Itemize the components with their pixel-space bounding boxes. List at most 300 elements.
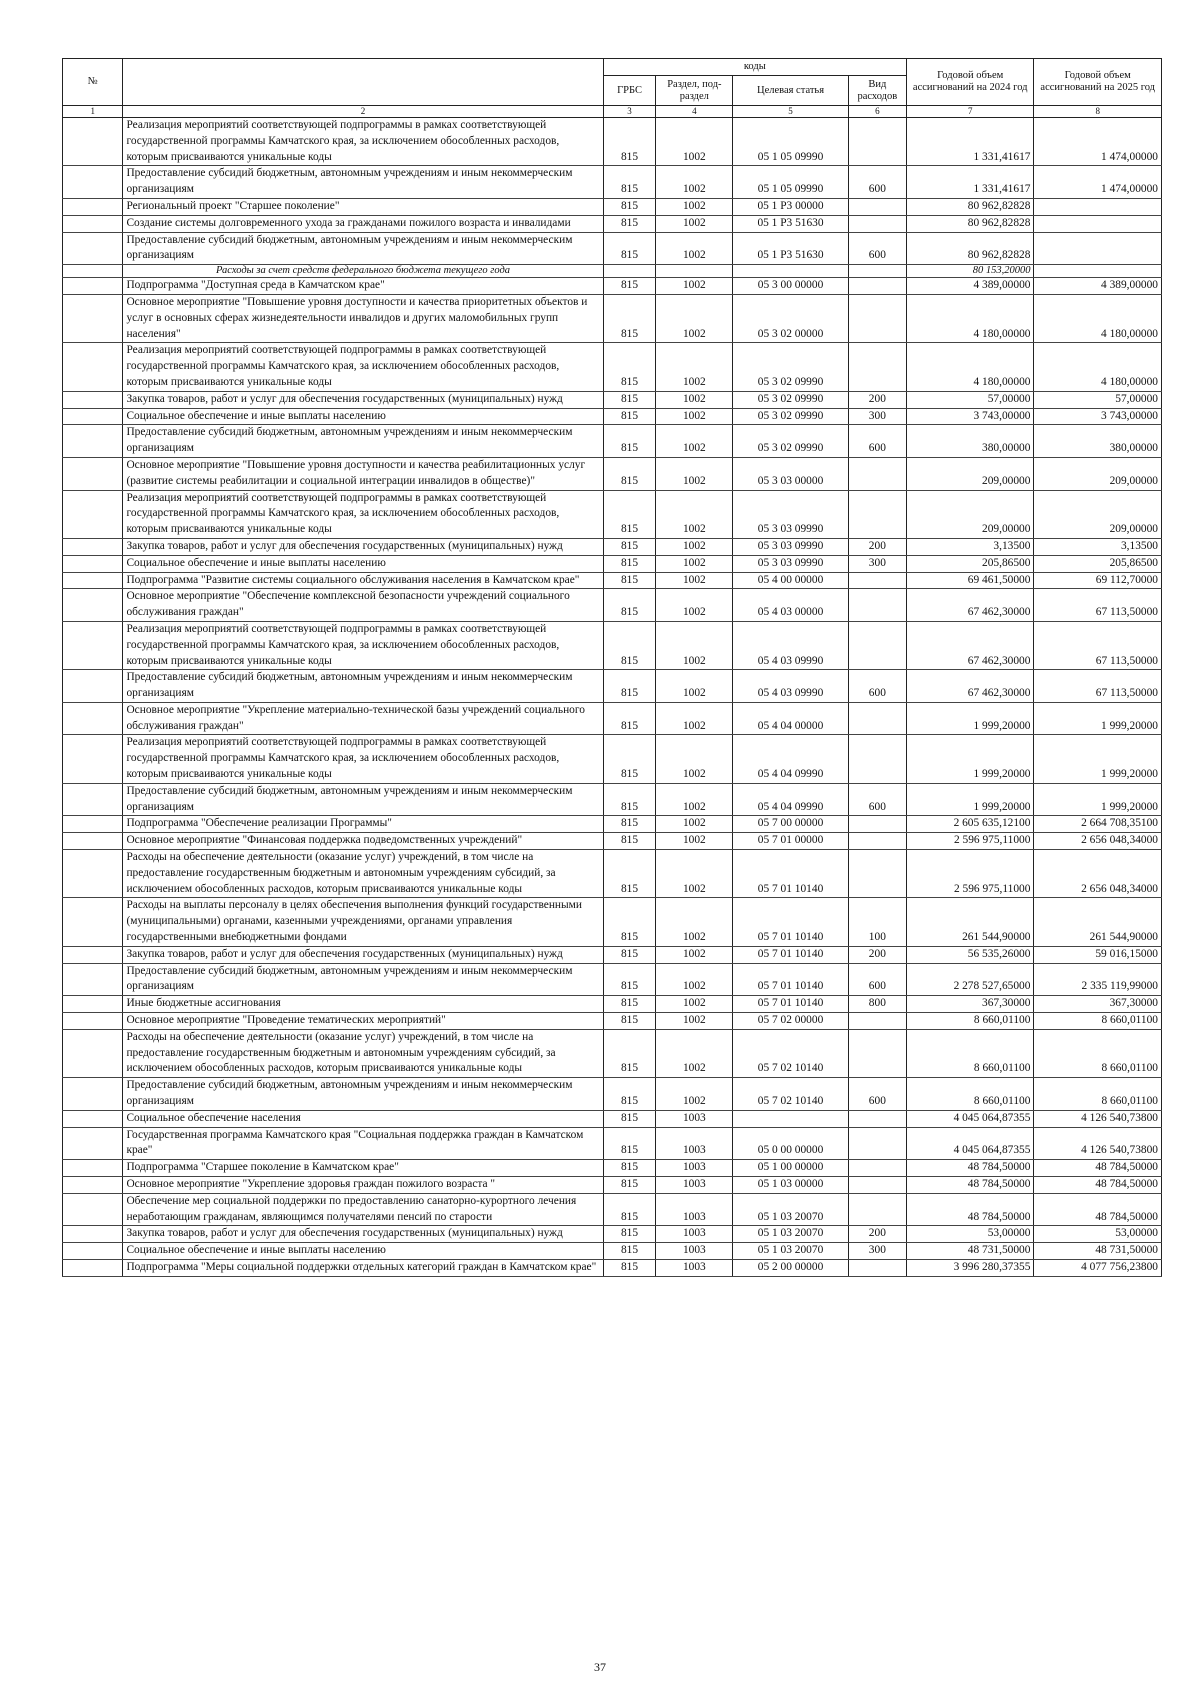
row-number: [63, 215, 123, 232]
row-razdel: 1003: [656, 1243, 733, 1260]
row-number: [63, 621, 123, 669]
row-tselevaya: 05 4 03 09990: [733, 670, 848, 703]
table-row: [63, 996, 1162, 1013]
row-razdel: 1002: [656, 408, 733, 425]
budget-table-sheet: [62, 58, 1162, 1277]
table-row: [63, 898, 1162, 946]
row-name: Реализация мероприятий соответствующей подпрограммы в рамках соответствующей государственной программы Камчатского края, за исключением обособленных расходов, которым присваиваются уникальные коды: [123, 343, 603, 391]
table-row: [63, 278, 1162, 295]
row-amount-2024: 48 731,50000: [906, 1243, 1033, 1260]
row-amount-2025: [1034, 265, 1162, 278]
row-vid: 800: [848, 996, 906, 1013]
budget-table: [62, 58, 1162, 1277]
row-tselevaya: 05 3 00 00000: [733, 278, 848, 295]
table-row: [63, 408, 1162, 425]
row-name: Предоставление субсидий бюджетным, автономным учреждениям и иным некоммерческим организациям: [123, 425, 603, 458]
row-amount-2024: 380,00000: [906, 425, 1033, 458]
row-razdel: 1002: [656, 232, 733, 265]
table-row: [63, 294, 1162, 342]
table-row: [63, 1226, 1162, 1243]
row-vid: [848, 457, 906, 490]
row-vid: [848, 850, 906, 898]
row-amount-2025: [1034, 232, 1162, 265]
row-tselevaya: 05 7 01 10140: [733, 898, 848, 946]
header-codes: коды: [603, 59, 906, 76]
row-vid: 300: [848, 555, 906, 572]
row-grbs: 815: [603, 166, 656, 199]
row-number: [63, 166, 123, 199]
col-index: 2: [123, 106, 603, 118]
row-grbs: 815: [603, 589, 656, 622]
row-amount-2024: 3 996 280,37355: [906, 1259, 1033, 1276]
row-vid: [848, 735, 906, 783]
row-grbs: 815: [603, 555, 656, 572]
row-grbs: 815: [603, 1177, 656, 1194]
row-grbs: 815: [603, 946, 656, 963]
row-tselevaya: 05 3 03 09990: [733, 490, 848, 538]
row-number: [63, 343, 123, 391]
row-tselevaya: [733, 1110, 848, 1127]
row-vid: 600: [848, 425, 906, 458]
row-tselevaya: 05 2 00 00000: [733, 1259, 848, 1276]
row-razdel: 1002: [656, 166, 733, 199]
row-amount-2025: 8 660,01100: [1034, 1029, 1162, 1077]
row-razdel: 1003: [656, 1177, 733, 1194]
row-name: Закупка товаров, работ и услуг для обеспечения государственных (муниципальных) нужд: [123, 1226, 603, 1243]
row-name: Реализация мероприятий соответствующей подпрограммы в рамках соответствующей государственной программы Камчатского края, за исключением обособленных расходов, которым присваиваются уникальные коды: [123, 118, 603, 166]
row-vid: [848, 621, 906, 669]
row-tselevaya: 05 1 03 20070: [733, 1193, 848, 1226]
row-amount-2025: 4 126 540,73800: [1034, 1127, 1162, 1160]
row-number: [63, 1259, 123, 1276]
row-razdel: 1002: [656, 278, 733, 295]
row-razdel: 1002: [656, 1029, 733, 1077]
row-name: Подпрограмма "Старшее поколение в Камчатском крае": [123, 1160, 603, 1177]
row-tselevaya: 05 1 05 09990: [733, 118, 848, 166]
row-vid: [848, 1160, 906, 1177]
row-grbs: 815: [603, 457, 656, 490]
row-grbs: 815: [603, 572, 656, 589]
row-name: Реализация мероприятий соответствующей подпрограммы в рамках соответствующей государственной программы Камчатского края, за исключением обособленных расходов, которым присваиваются уникальные коды: [123, 735, 603, 783]
row-vid: 200: [848, 538, 906, 555]
row-amount-2024: 209,00000: [906, 457, 1033, 490]
row-number: [63, 589, 123, 622]
row-number: [63, 1177, 123, 1194]
row-amount-2025: 67 113,50000: [1034, 670, 1162, 703]
row-amount-2024: 80 962,82828: [906, 198, 1033, 215]
row-amount-2025: 1 999,20000: [1034, 735, 1162, 783]
row-grbs: 815: [603, 1226, 656, 1243]
row-grbs: 815: [603, 232, 656, 265]
row-razdel: 1002: [656, 833, 733, 850]
header-2024: Годовой объем ассигнований на 2024 год: [906, 59, 1033, 106]
row-amount-2025: 261 544,90000: [1034, 898, 1162, 946]
row-amount-2025: 8 660,01100: [1034, 1078, 1162, 1111]
row-vid: 200: [848, 391, 906, 408]
row-vid: [848, 1013, 906, 1030]
row-amount-2025: [1034, 215, 1162, 232]
row-tselevaya: 05 1 05 09990: [733, 166, 848, 199]
row-amount-2025: 67 113,50000: [1034, 621, 1162, 669]
row-amount-2024: 209,00000: [906, 490, 1033, 538]
table-row: [63, 457, 1162, 490]
row-amount-2025: 1 999,20000: [1034, 702, 1162, 735]
row-tselevaya: 05 3 02 09990: [733, 425, 848, 458]
row-tselevaya: 05 4 04 00000: [733, 702, 848, 735]
row-number: [63, 198, 123, 215]
row-razdel: 1003: [656, 1110, 733, 1127]
row-number: [63, 850, 123, 898]
row-razdel: 1002: [656, 294, 733, 342]
row-amount-2024: 69 461,50000: [906, 572, 1033, 589]
col-index: 5: [733, 106, 848, 118]
row-razdel: 1003: [656, 1193, 733, 1226]
row-amount-2024: 367,30000: [906, 996, 1033, 1013]
table-row: [63, 589, 1162, 622]
row-number: [63, 1078, 123, 1111]
row-tselevaya: 05 3 03 09990: [733, 555, 848, 572]
row-amount-2025: 367,30000: [1034, 996, 1162, 1013]
row-grbs: 815: [603, 490, 656, 538]
row-razdel: 1002: [656, 783, 733, 816]
row-razdel: 1003: [656, 1127, 733, 1160]
table-row: [63, 850, 1162, 898]
table-row: [63, 833, 1162, 850]
row-number: [63, 963, 123, 996]
row-name: Подпрограмма "Обеспечение реализации Программы": [123, 816, 603, 833]
row-tselevaya: 05 7 02 00000: [733, 1013, 848, 1030]
row-number: [63, 996, 123, 1013]
table-row: [63, 166, 1162, 199]
row-amount-2024: 67 462,30000: [906, 589, 1033, 622]
row-number: [63, 391, 123, 408]
row-tselevaya: 05 1 P3 51630: [733, 232, 848, 265]
table-row: [63, 1110, 1162, 1127]
row-name: Подпрограмма "Развитие системы социального обслуживания населения в Камчатском крае": [123, 572, 603, 589]
row-razdel: 1002: [656, 425, 733, 458]
table-row: [63, 538, 1162, 555]
row-tselevaya: 05 7 01 10140: [733, 996, 848, 1013]
row-vid: 200: [848, 946, 906, 963]
row-vid: [848, 1029, 906, 1077]
row-name: Расходы на выплаты персоналу в целях обеспечения выполнения функций государственными (муниципальными) органами, казенными учреждениями, органами управления государственными внебюджетными фондами: [123, 898, 603, 946]
row-vid: 100: [848, 898, 906, 946]
row-vid: [848, 589, 906, 622]
col-index: 6: [848, 106, 906, 118]
row-amount-2024: 8 660,01100: [906, 1078, 1033, 1111]
row-vid: 600: [848, 1078, 906, 1111]
row-grbs: 815: [603, 621, 656, 669]
row-amount-2024: 48 784,50000: [906, 1193, 1033, 1226]
row-razdel: 1003: [656, 1160, 733, 1177]
row-razdel: 1002: [656, 850, 733, 898]
row-amount-2024: 4 389,00000: [906, 278, 1033, 295]
row-vid: [848, 1110, 906, 1127]
header-razdel: Раздел, под-раздел: [656, 76, 733, 106]
row-note: Расходы за счет средств федерального бюджета текущего года: [123, 265, 603, 278]
row-razdel: 1002: [656, 490, 733, 538]
row-amount-2025: 2 335 119,99000: [1034, 963, 1162, 996]
table-row: [63, 816, 1162, 833]
row-amount-2025: 205,86500: [1034, 555, 1162, 572]
table-row: [63, 963, 1162, 996]
header-grbs: ГРБС: [603, 76, 656, 106]
row-amount-2025: 4 126 540,73800: [1034, 1110, 1162, 1127]
row-razdel: 1002: [656, 735, 733, 783]
row-tselevaya: 05 3 02 00000: [733, 294, 848, 342]
row-name: Социальное обеспечение и иные выплаты населению: [123, 555, 603, 572]
row-razdel: 1002: [656, 1013, 733, 1030]
table-row: [63, 425, 1162, 458]
row-razdel: 1002: [656, 946, 733, 963]
row-amount-2025: 57,00000: [1034, 391, 1162, 408]
row-razdel: 1002: [656, 621, 733, 669]
row-number: [63, 898, 123, 946]
col-index: 4: [656, 106, 733, 118]
row-tselevaya: 05 4 03 00000: [733, 589, 848, 622]
row-razdel: 1002: [656, 702, 733, 735]
row-name: Предоставление субсидий бюджетным, автономным учреждениям и иным некоммерческим организациям: [123, 1078, 603, 1111]
row-amount-2024: 1 999,20000: [906, 735, 1033, 783]
row-tselevaya: 05 4 03 09990: [733, 621, 848, 669]
row-razdel: 1002: [656, 198, 733, 215]
header-vid: Вид расходов: [848, 76, 906, 106]
row-name: Обеспечение мер социальной поддержки по предоставлению санаторно-курортного лечения неработающим гражданам, являющимся получателями пенсий по старости: [123, 1193, 603, 1226]
row-grbs: 815: [603, 1193, 656, 1226]
row-amount-2025: 53,00000: [1034, 1226, 1162, 1243]
table-row: [63, 1193, 1162, 1226]
row-vid: 600: [848, 232, 906, 265]
row-grbs: 815: [603, 898, 656, 946]
table-row: [63, 735, 1162, 783]
row-tselevaya: 05 1 03 00000: [733, 1177, 848, 1194]
row-amount-2024: 2 605 635,12100: [906, 816, 1033, 833]
table-row: [63, 621, 1162, 669]
row-number: [63, 670, 123, 703]
row-tselevaya: 05 3 02 09990: [733, 391, 848, 408]
row-razdel: 1002: [656, 555, 733, 572]
row-number: [63, 294, 123, 342]
row-grbs: 815: [603, 1160, 656, 1177]
row-razdel: 1002: [656, 215, 733, 232]
row-number: [63, 265, 123, 278]
row-amount-2024: 1 999,20000: [906, 783, 1033, 816]
row-name: Подпрограмма "Доступная среда в Камчатском крае": [123, 278, 603, 295]
row-amount-2025: 48 784,50000: [1034, 1177, 1162, 1194]
row-amount-2024: 2 596 975,11000: [906, 850, 1033, 898]
header-no: №: [63, 59, 123, 106]
row-name: Иные бюджетные ассигнования: [123, 996, 603, 1013]
row-number: [63, 702, 123, 735]
table-row: [63, 118, 1162, 166]
row-vid: [848, 816, 906, 833]
row-tselevaya: 05 1 P3 51630: [733, 215, 848, 232]
row-amount-2024: 2 596 975,11000: [906, 833, 1033, 850]
col-index: 1: [63, 106, 123, 118]
row-amount-2025: [1034, 198, 1162, 215]
row-amount-2024: 3,13500: [906, 538, 1033, 555]
row-number: [63, 1127, 123, 1160]
row-name: Социальное обеспечение и иные выплаты населению: [123, 408, 603, 425]
row-vid: [848, 294, 906, 342]
row-amount-2025: 3 743,00000: [1034, 408, 1162, 425]
row-tselevaya: 05 7 01 10140: [733, 946, 848, 963]
row-amount-2024: 261 544,90000: [906, 898, 1033, 946]
header-2025: Годовой объем ассигнований на 2025 год: [1034, 59, 1162, 106]
row-name: Закупка товаров, работ и услуг для обеспечения государственных (муниципальных) нужд: [123, 538, 603, 555]
row-vid: [848, 572, 906, 589]
row-grbs: 815: [603, 538, 656, 555]
row-grbs: 815: [603, 735, 656, 783]
row-tselevaya: 05 1 03 20070: [733, 1243, 848, 1260]
row-vid: 600: [848, 670, 906, 703]
row-tselevaya: 05 1 00 00000: [733, 1160, 848, 1177]
row-grbs: 815: [603, 425, 656, 458]
row-razdel: 1002: [656, 1078, 733, 1111]
row-razdel: 1002: [656, 538, 733, 555]
row-number: [63, 538, 123, 555]
header-name: [123, 59, 603, 106]
row-tselevaya: 05 7 01 00000: [733, 833, 848, 850]
row-razdel: 1002: [656, 457, 733, 490]
row-razdel: 1002: [656, 589, 733, 622]
row-amount-2024: 80 153,20000: [906, 265, 1033, 278]
row-amount-2025: 1 474,00000: [1034, 166, 1162, 199]
row-vid: [848, 343, 906, 391]
row-name: Основное мероприятие "Повышение уровня доступности и качества реабилитационных услуг (развитие системы реабилитации и социальной интеграции инвалидов в обществе)": [123, 457, 603, 490]
row-name: Реализация мероприятий соответствующей подпрограммы в рамках соответствующей государственной программы Камчатского края, за исключением обособленных расходов, которым присваиваются уникальные коды: [123, 490, 603, 538]
row-grbs: 815: [603, 1013, 656, 1030]
row-amount-2025: 2 656 048,34000: [1034, 833, 1162, 850]
table-row: [63, 391, 1162, 408]
row-amount-2024: 53,00000: [906, 1226, 1033, 1243]
row-grbs: 815: [603, 996, 656, 1013]
row-amount-2024: 67 462,30000: [906, 621, 1033, 669]
row-number: [63, 1029, 123, 1077]
row-amount-2025: 59 016,15000: [1034, 946, 1162, 963]
row-amount-2024: 4 045 064,87355: [906, 1110, 1033, 1127]
col-index: 8: [1034, 106, 1162, 118]
row-number: [63, 457, 123, 490]
table-row: [63, 555, 1162, 572]
row-amount-2025: 8 660,01100: [1034, 1013, 1162, 1030]
table-row: [63, 1029, 1162, 1077]
row-amount-2024: 48 784,50000: [906, 1160, 1033, 1177]
row-amount-2025: 69 112,70000: [1034, 572, 1162, 589]
row-grbs: 815: [603, 1259, 656, 1276]
row-amount-2024: 8 660,01100: [906, 1013, 1033, 1030]
row-razdel: 1002: [656, 996, 733, 1013]
row-name: Создание системы долговременного ухода за гражданами пожилого возраста и инвалидами: [123, 215, 603, 232]
row-grbs: 815: [603, 1127, 656, 1160]
row-tselevaya: 05 7 02 10140: [733, 1078, 848, 1111]
row-number: [63, 1110, 123, 1127]
row-name: Предоставление субсидий бюджетным, автономным учреждениям и иным некоммерческим организациям: [123, 670, 603, 703]
row-tselevaya: 05 3 03 09990: [733, 538, 848, 555]
row-grbs: 815: [603, 816, 656, 833]
table-note-row: [63, 265, 1162, 278]
table-row: [63, 946, 1162, 963]
row-razdel: [656, 265, 733, 278]
row-name: Основное мероприятие "Проведение тематических мероприятий": [123, 1013, 603, 1030]
row-name: Основное мероприятие "Укрепление материально-технической базы учреждений социального обслуживания граждан": [123, 702, 603, 735]
row-vid: [848, 198, 906, 215]
row-number: [63, 735, 123, 783]
table-row: [63, 232, 1162, 265]
row-grbs: 815: [603, 1029, 656, 1077]
row-razdel: 1002: [656, 963, 733, 996]
row-amount-2025: 48 731,50000: [1034, 1243, 1162, 1260]
row-grbs: 815: [603, 215, 656, 232]
row-name: Подпрограмма "Меры социальной поддержки отдельных категорий граждан в Камчатском крае": [123, 1259, 603, 1276]
row-vid: 200: [848, 1226, 906, 1243]
row-number: [63, 816, 123, 833]
table-row: [63, 1177, 1162, 1194]
row-grbs: 815: [603, 391, 656, 408]
row-amount-2024: 4 180,00000: [906, 294, 1033, 342]
row-razdel: 1002: [656, 670, 733, 703]
row-vid: 300: [848, 1243, 906, 1260]
row-name: Основное мероприятие "Укрепление здоровья граждан пожилого возраста ": [123, 1177, 603, 1194]
row-amount-2025: 380,00000: [1034, 425, 1162, 458]
row-grbs: 815: [603, 783, 656, 816]
row-amount-2025: 67 113,50000: [1034, 589, 1162, 622]
row-number: [63, 1226, 123, 1243]
row-vid: [848, 215, 906, 232]
row-amount-2025: 4 389,00000: [1034, 278, 1162, 295]
row-vid: [848, 278, 906, 295]
row-grbs: 815: [603, 198, 656, 215]
row-amount-2024: 4 180,00000: [906, 343, 1033, 391]
row-name: Закупка товаров, работ и услуг для обеспечения государственных (муниципальных) нужд: [123, 946, 603, 963]
col-index: 3: [603, 106, 656, 118]
col-index: 7: [906, 106, 1033, 118]
row-amount-2024: 8 660,01100: [906, 1029, 1033, 1077]
row-amount-2024: 4 045 064,87355: [906, 1127, 1033, 1160]
row-vid: [848, 702, 906, 735]
row-number: [63, 408, 123, 425]
row-name: Предоставление субсидий бюджетным, автономным учреждениям и иным некоммерческим организациям: [123, 783, 603, 816]
row-name: Социальное обеспечение и иные выплаты населению: [123, 1243, 603, 1260]
row-amount-2025: 48 784,50000: [1034, 1193, 1162, 1226]
row-amount-2024: 80 962,82828: [906, 232, 1033, 265]
row-vid: [848, 1127, 906, 1160]
row-grbs: 815: [603, 702, 656, 735]
row-number: [63, 833, 123, 850]
row-grbs: 815: [603, 1078, 656, 1111]
row-tselevaya: [733, 265, 848, 278]
row-tselevaya: 05 7 00 00000: [733, 816, 848, 833]
row-amount-2024: 80 962,82828: [906, 215, 1033, 232]
table-row: [63, 783, 1162, 816]
row-amount-2024: 48 784,50000: [906, 1177, 1033, 1194]
table-row: [63, 490, 1162, 538]
row-grbs: 815: [603, 963, 656, 996]
table-row: [63, 572, 1162, 589]
table-row: [63, 670, 1162, 703]
table-row: [63, 1259, 1162, 1276]
row-tselevaya: 05 4 04 09990: [733, 735, 848, 783]
row-amount-2025: 4 180,00000: [1034, 343, 1162, 391]
row-grbs: 815: [603, 1243, 656, 1260]
row-amount-2024: 205,86500: [906, 555, 1033, 572]
row-tselevaya: 05 3 03 00000: [733, 457, 848, 490]
row-amount-2025: 1 999,20000: [1034, 783, 1162, 816]
row-amount-2024: 1 999,20000: [906, 702, 1033, 735]
row-tselevaya: 05 7 01 10140: [733, 963, 848, 996]
header-tsel: Целевая статья: [733, 76, 848, 106]
row-amount-2024: 1 331,41617: [906, 166, 1033, 199]
